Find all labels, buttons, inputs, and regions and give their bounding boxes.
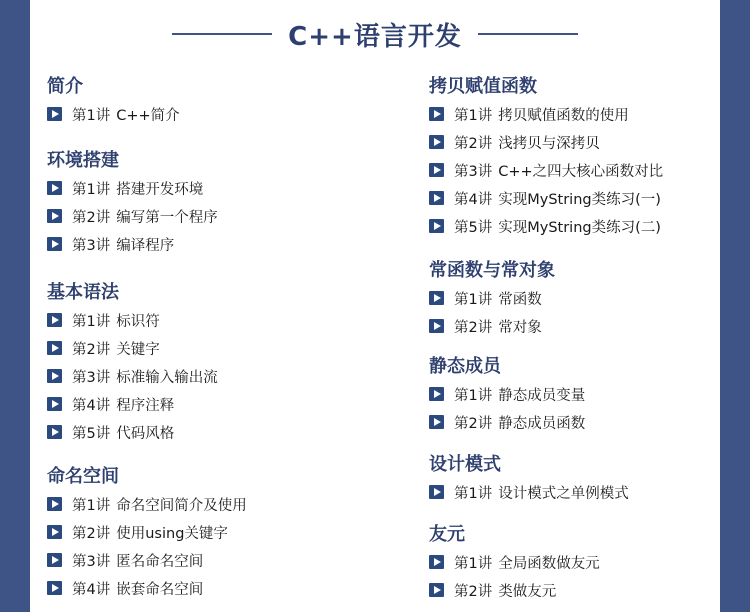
lesson-item[interactable]: [429, 156, 663, 184]
play-icon: [429, 415, 444, 429]
lesson-item[interactable]: [429, 212, 663, 240]
section-title: 拷贝赋值函数: [429, 76, 537, 97]
lesson-name: 实现MyString类练习(二): [498, 219, 661, 236]
page-title: C++语言开发: [288, 21, 462, 52]
lesson-item[interactable]: [47, 518, 247, 546]
lesson-item[interactable]: [47, 174, 218, 202]
course-section: [429, 354, 585, 436]
course-section: [429, 522, 600, 604]
play-icon: [429, 485, 444, 499]
lesson-number: 第2讲: [454, 583, 493, 600]
course-section: [47, 464, 247, 602]
course-section: [429, 74, 663, 240]
play-icon: [47, 553, 62, 567]
play-icon: [429, 135, 444, 149]
lesson-name: 类做友元: [498, 583, 557, 600]
course-section: [47, 148, 218, 258]
lesson-name: C++之四大核心函数对比: [498, 163, 664, 180]
lesson-item[interactable]: [429, 408, 585, 436]
play-icon: [47, 369, 62, 383]
play-icon: [47, 581, 62, 595]
play-icon: [429, 191, 444, 205]
lesson-number: 第3讲: [454, 163, 493, 180]
lesson-item[interactable]: [47, 490, 247, 518]
lesson-item[interactable]: [429, 184, 663, 212]
lesson-name: 常对象: [498, 319, 542, 336]
lesson-name: 浅拷贝与深拷贝: [498, 135, 600, 152]
play-icon: [429, 387, 444, 401]
section-title: 基本语法: [47, 282, 119, 303]
lesson-item[interactable]: [429, 380, 585, 408]
lesson-name: C++简介: [116, 107, 180, 124]
play-icon: [47, 237, 62, 251]
lesson-name: 标准输入输出流: [116, 369, 218, 386]
lesson-number: 第5讲: [72, 425, 111, 442]
play-icon: [47, 107, 62, 121]
lesson-number: 第2讲: [72, 209, 111, 226]
lesson-number: 第1讲: [72, 497, 111, 514]
lesson-name: 嵌套命名空间: [116, 581, 204, 598]
lesson-number: 第3讲: [72, 369, 111, 386]
lesson-name: 静态成员变量: [498, 387, 586, 404]
lesson-name: 编译程序: [116, 237, 175, 254]
course-section: [47, 280, 218, 446]
lesson-number: 第1讲: [454, 107, 493, 124]
title-divider-right: [478, 33, 578, 35]
play-icon: [429, 555, 444, 569]
lesson-item[interactable]: [47, 202, 218, 230]
lesson-name: 常函数: [498, 291, 542, 308]
lesson-number: 第1讲: [454, 555, 493, 572]
play-icon: [429, 219, 444, 233]
lesson-name: 程序注释: [116, 397, 175, 414]
section-title: 友元: [429, 524, 465, 545]
lesson-number: 第4讲: [72, 581, 111, 598]
play-icon: [429, 163, 444, 177]
title-row: [30, 14, 720, 54]
lesson-name: 使用using关键字: [116, 525, 228, 542]
lesson-name: 代码风格: [116, 425, 175, 442]
lesson-name: 全局函数做友元: [498, 555, 600, 572]
lesson-item[interactable]: [47, 230, 218, 258]
lesson-number: 第5讲: [454, 219, 493, 236]
lesson-name: 匿名命名空间: [116, 553, 204, 570]
lesson-item[interactable]: [429, 548, 600, 576]
lesson-number: 第1讲: [454, 291, 493, 308]
lesson-number: 第1讲: [454, 485, 493, 502]
play-icon: [429, 107, 444, 121]
lesson-item[interactable]: [47, 418, 218, 446]
lesson-name: 静态成员函数: [498, 415, 586, 432]
lesson-item[interactable]: [47, 100, 180, 128]
lesson-item[interactable]: [47, 546, 247, 574]
lesson-name: 搭建开发环境: [116, 181, 204, 198]
play-icon: [47, 181, 62, 195]
lesson-number: 第2讲: [454, 135, 493, 152]
play-icon: [47, 425, 62, 439]
lesson-name: 拷贝赋值函数的使用: [498, 107, 629, 124]
course-section: [429, 258, 555, 340]
play-icon: [47, 397, 62, 411]
section-title: 命名空间: [47, 466, 119, 487]
play-icon: [47, 313, 62, 327]
section-title: 环境搭建: [47, 150, 119, 171]
lesson-item[interactable]: [429, 100, 663, 128]
lesson-number: 第1讲: [72, 313, 111, 330]
course-section: [429, 452, 629, 506]
play-icon: [47, 341, 62, 355]
course-section: [47, 74, 180, 128]
lesson-item[interactable]: [47, 574, 247, 602]
section-title: 常函数与常对象: [429, 260, 555, 281]
lesson-item[interactable]: [429, 284, 555, 312]
lesson-number: 第2讲: [454, 415, 493, 432]
title-divider-left: [172, 33, 272, 35]
lesson-number: 第3讲: [72, 237, 111, 254]
lesson-number: 第2讲: [72, 341, 111, 358]
play-icon: [429, 291, 444, 305]
play-icon: [429, 583, 444, 597]
lesson-name: 命名空间简介及使用: [116, 497, 247, 514]
lesson-item[interactable]: [429, 312, 555, 340]
lesson-item[interactable]: [47, 334, 218, 362]
lesson-name: 标识符: [116, 313, 160, 330]
lesson-number: 第2讲: [72, 525, 111, 542]
section-title: 静态成员: [429, 356, 501, 377]
section-title: 简介: [47, 76, 83, 97]
lesson-item[interactable]: [429, 576, 600, 604]
lesson-number: 第2讲: [454, 319, 493, 336]
lesson-number: 第4讲: [72, 397, 111, 414]
play-icon: [47, 497, 62, 511]
play-icon: [429, 319, 444, 333]
lesson-number: 第1讲: [454, 387, 493, 404]
content-card: [30, 0, 720, 612]
lesson-name: 实现MyString类练习(一): [498, 191, 661, 208]
section-title: 设计模式: [429, 454, 501, 475]
lesson-item[interactable]: [47, 390, 218, 418]
lesson-number: 第3讲: [72, 553, 111, 570]
lesson-item[interactable]: [429, 128, 663, 156]
lesson-number: 第1讲: [72, 181, 111, 198]
lesson-name: 编写第一个程序: [116, 209, 218, 226]
lesson-name: 关键字: [116, 341, 160, 358]
lesson-item[interactable]: [47, 306, 218, 334]
play-icon: [47, 209, 62, 223]
lesson-number: 第4讲: [454, 191, 493, 208]
lesson-name: 设计模式之单例模式: [498, 485, 629, 502]
lesson-item[interactable]: [429, 478, 629, 506]
play-icon: [47, 525, 62, 539]
lesson-number: 第1讲: [72, 107, 111, 124]
lesson-item[interactable]: [47, 362, 218, 390]
